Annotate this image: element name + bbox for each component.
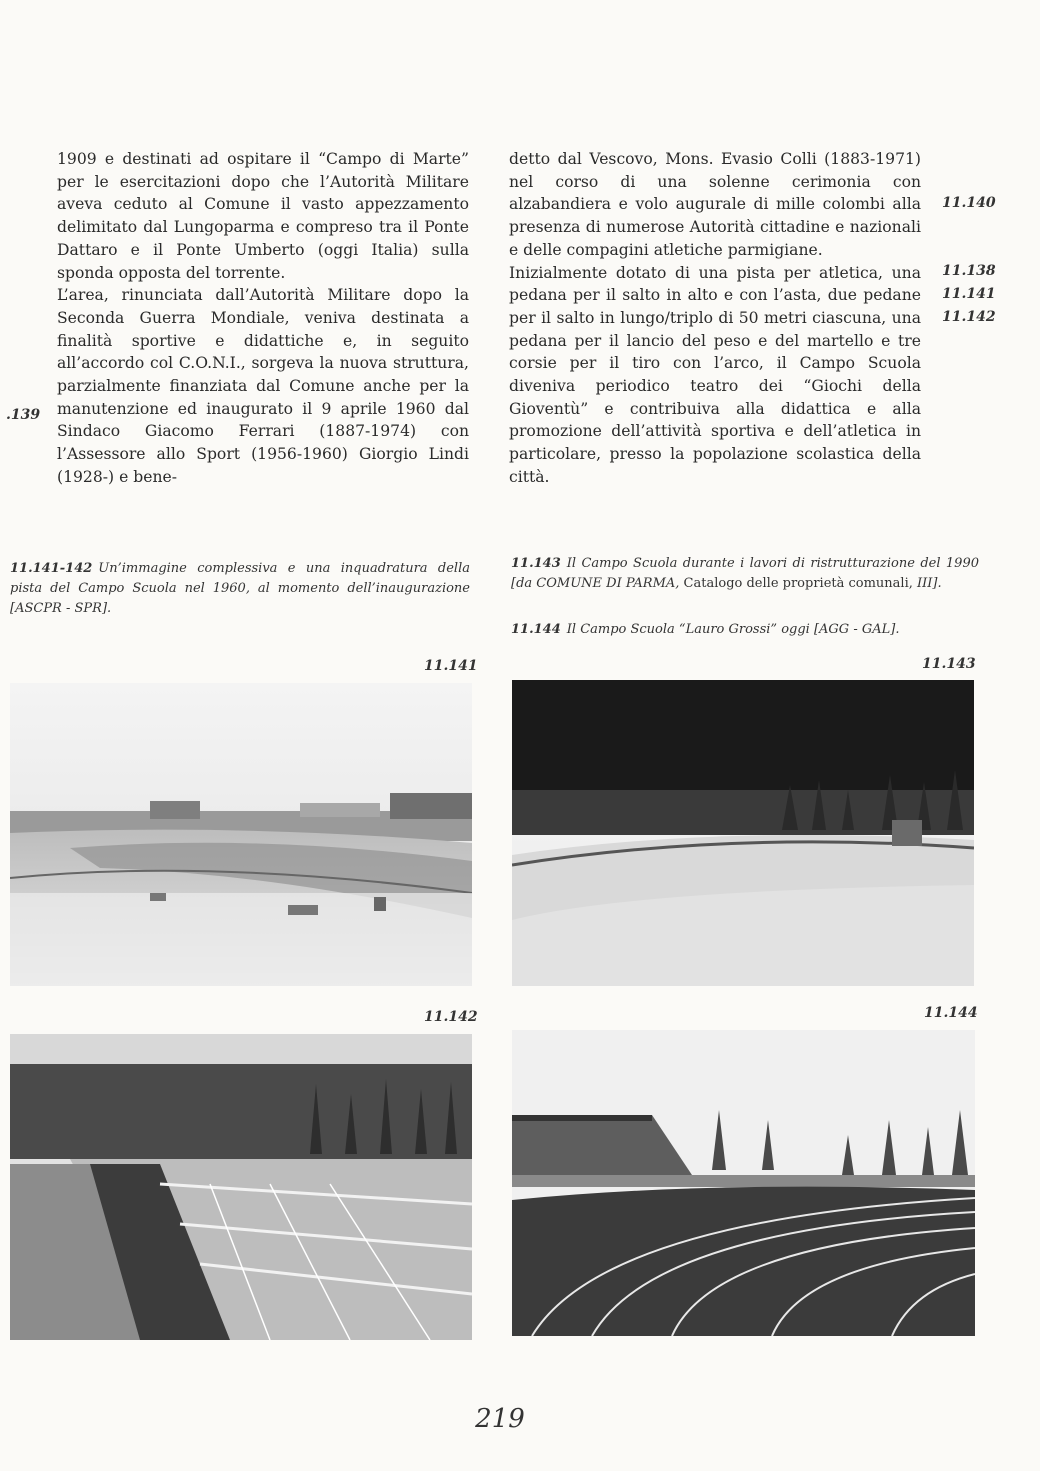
caption-144 xyxy=(511,620,979,640)
caption-number: 11.141-142 xyxy=(10,561,93,576)
photo-11-142 xyxy=(10,1034,472,1340)
paragraph: 1909 e destinati ad ospitare il “Campo di Marte” per le esercitazioni dopo che l’Autorità Militare aveva ceduto al Comune il vasto appezzamento delimitato dal Lungoparma e compreso tra il Ponte Dattaro e il Ponte Umberto (oggi Italia) sulla sponda opposta del torrente. xyxy=(57,150,469,282)
caption-text: Catalogo delle proprietà comunali, xyxy=(683,576,913,591)
margin-ref: 11.140 xyxy=(942,195,996,211)
paragraph: L’area, rinunciata dall’Autorità Militare dopo la Seconda Guerra Mondiale, veniva destinata a finalità sportive e didattiche e, in seguito all’accordo col C.O.N.I., sorgeva la nuova struttura, parzialmente finanziata dal Comune anche per la manutenzione ed inaugurato il 9 aprile 1960 dal Sindaco Giacomo Ferrari (1887-1974) con l’Assessore allo Sport (1956-1960) Giorgio Lindi (1928-) e bene- xyxy=(57,286,469,486)
caption-number: 11.144 xyxy=(511,622,561,637)
page-number: 219 xyxy=(475,1404,525,1434)
text-column-right xyxy=(509,148,921,489)
text-column-left xyxy=(57,148,469,489)
photo-11-141 xyxy=(10,683,472,986)
margin-ref: 11.141 xyxy=(942,286,996,302)
figure-label-142: 11.142 xyxy=(424,1009,478,1025)
caption-number: 11.143 xyxy=(511,556,561,571)
margin-ref: 11.142 xyxy=(942,309,996,325)
caption-text: Un’immagine complessiva e una inquadratura della pista del Campo Scuola nel 1960, al momento dell’inaugurazione [ASCPR - SPR]. xyxy=(10,561,470,616)
figure-label-143: 11.143 xyxy=(922,656,976,672)
caption-141-142 xyxy=(10,559,470,619)
margin-ref-left: .139 xyxy=(6,407,41,423)
photo-11-144 xyxy=(512,1030,975,1336)
paragraph: detto dal Vescovo, Mons. Evasio Colli (1883-1971) nel corso di una solenne cerimonia con alzabandiera e volo augurale di mille colombi alla presenza di numerose Autorità cittadine e nazionali e delle compagini atletiche parmigiane. xyxy=(509,150,921,259)
caption-text: Il Campo Scuola “Lauro Grossi” oggi [AGG - GAL]. xyxy=(566,622,900,637)
margin-ref: 11.138 xyxy=(942,263,996,279)
paragraph: Inizialmente dotato di una pista per atletica, una pedana per il salto in alto e con l’asta, due pedane per il salto in lungo/triplo di 50 metri ciascuna, una pedana per il lancio del peso e del martello e tre corsie per il tiro con l’arco, il Campo Scuola diveniva periodico teatro dei “Giochi della Gioventù” e contribuiva alla didattica e alla promozione dell’attività sportiva e dell’atletica in particolare, presso la popolazione scolastica della città. xyxy=(509,263,921,486)
figure-label-141: 11.141 xyxy=(424,658,478,674)
caption-text: III]. xyxy=(917,576,942,591)
photo-11-143 xyxy=(512,680,974,986)
caption-143 xyxy=(511,554,979,594)
caption-text: Il Campo Scuola durante i lavori di ristrutturazione del 1990 [da COMUNE DI PARMA, xyxy=(511,556,979,591)
figure-label-144: 11.144 xyxy=(924,1005,978,1021)
